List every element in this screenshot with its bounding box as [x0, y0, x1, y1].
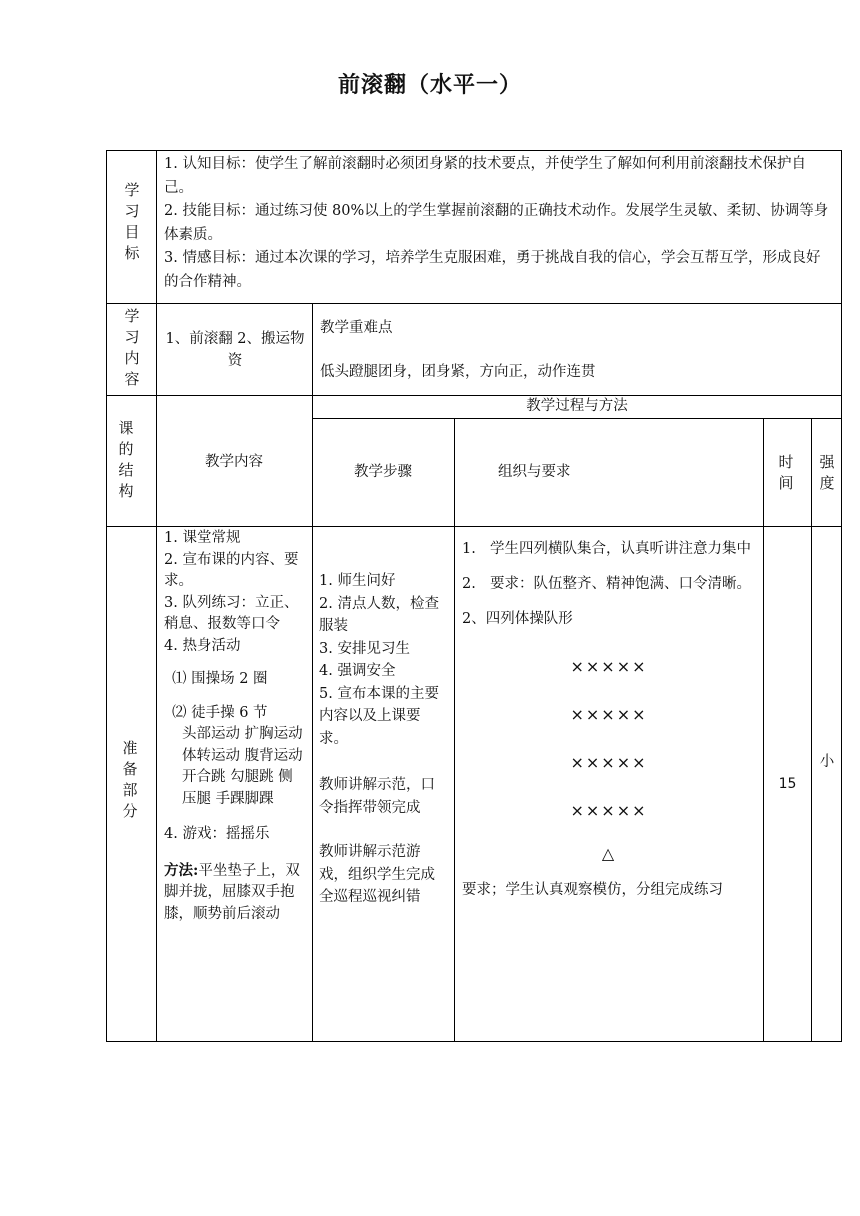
row-divider — [106, 526, 842, 527]
col-header-process: 教学过程与方法 — [526, 398, 628, 414]
teacher-triangle-icon: △ — [601, 844, 617, 863]
table-border-right — [841, 150, 842, 1042]
col-divider — [763, 418, 764, 1042]
formation-row: ××××× — [570, 657, 648, 676]
lesson-plan-table — [106, 150, 842, 1042]
objectives-text — [164, 153, 832, 294]
org-item: 1. 学生四列横队集合，认真听讲注意力集中 — [462, 541, 751, 557]
objective-item: 3. 情感目标：通过本次课的学习，培养学生克服困难，勇于挑战自我的信心，学会互帮互学，形成良好的合作精神。 — [164, 250, 821, 290]
method-text — [164, 860, 306, 926]
formation-row: ××××× — [570, 705, 648, 724]
row-divider — [106, 303, 842, 304]
col-header-steps: 教学步骤 — [354, 464, 412, 480]
method-body: 平坐垫子上，双脚并拢，屈膝双手抱膝，顺势前后滚动 — [164, 862, 300, 922]
formation-label: 2、四列体操队形 — [462, 611, 573, 627]
step-line: 5. 宣布本课的主要内容以及上课要求。 — [319, 685, 439, 747]
step-line: 1. 师生问好 — [319, 573, 396, 589]
col-divider — [156, 150, 157, 1042]
method-label: 方法: — [164, 861, 199, 879]
content-line: ⑴ 围操场 2 圈 — [172, 671, 268, 687]
content-label: 学习内容 — [124, 307, 140, 388]
col-header-intensity: 强度 — [819, 453, 835, 492]
formation-row: ××××× — [570, 753, 648, 772]
content-line: 头部运动 扩胸运动 体转运动 腹背运动 开合跳 勾腿跳 侧压腿 手踝脚踝 — [182, 726, 303, 807]
step-line: 教师讲解示范游戏，组织学生完成全巡程巡视纠错 — [319, 844, 435, 905]
step-line: 3. 安排见习生 — [319, 640, 410, 657]
prep-steps — [319, 570, 449, 909]
org-item: 2. 要求：队伍整齐、精神饱满、口令清晰。 — [462, 576, 751, 592]
objectives-label: 学习目标 — [124, 181, 140, 262]
table-border-bottom — [106, 1041, 842, 1042]
step-line: 教师讲解示范，口令指挥带领完成 — [319, 777, 435, 816]
col-header-content: 教学内容 — [205, 454, 263, 470]
content-line: 3. 队列练习：立正、稍息、报数等口令 — [164, 594, 299, 632]
col-divider — [454, 418, 455, 1042]
content-line: 1. 课堂常规 — [164, 530, 241, 546]
page-title: 前滚翻（水平一） — [337, 73, 522, 98]
table-border-top — [106, 150, 842, 151]
prep-time: 15 — [778, 776, 797, 792]
col-header-org: 组织与要求 — [498, 464, 571, 480]
content-line: 4. 热身活动 — [164, 637, 241, 654]
key-points-label: 教学重难点 — [320, 320, 393, 336]
content-line: ⑵ 徒手操 6 节 — [172, 704, 268, 721]
step-line: 4. 强调安全 — [319, 663, 396, 679]
step-line: 2. 清点人数，检查服装 — [319, 595, 439, 634]
col-divider — [811, 418, 812, 1042]
objective-item: 2. 技能目标：通过练习使 80%以上的学生掌握前滚翻的正确技术动作。发展学生灵敏、柔韧、协调等身体素质。 — [164, 203, 829, 243]
content-line: 4. 游戏：摇摇乐 — [164, 826, 270, 842]
col-header-time: 时间 — [778, 453, 794, 492]
formation-row: ××××× — [570, 801, 648, 820]
prep-intensity: 小 — [819, 754, 835, 770]
key-points-text: 低头蹬腿团身，团身紧，方向正，动作连贯 — [320, 364, 596, 380]
structure-label: 课的结构 — [118, 419, 134, 500]
table-border-left — [106, 150, 107, 1042]
prep-organization — [462, 536, 756, 901]
objective-item: 1. 认知目标：使学生了解前滚翻时必须团身紧的技术要点，并使学生了解如何利用前滚翻技术保护自己。 — [164, 156, 806, 196]
org-requirement: 要求；学生认真观察模仿，分组完成练习 — [462, 882, 723, 898]
prep-label: 准备部分 — [122, 739, 138, 820]
prep-content — [164, 528, 306, 925]
content-text: 1、前滚翻 2、搬运物资 — [165, 331, 305, 369]
content-line: 2. 宣布课的内容、要求。 — [164, 551, 299, 589]
